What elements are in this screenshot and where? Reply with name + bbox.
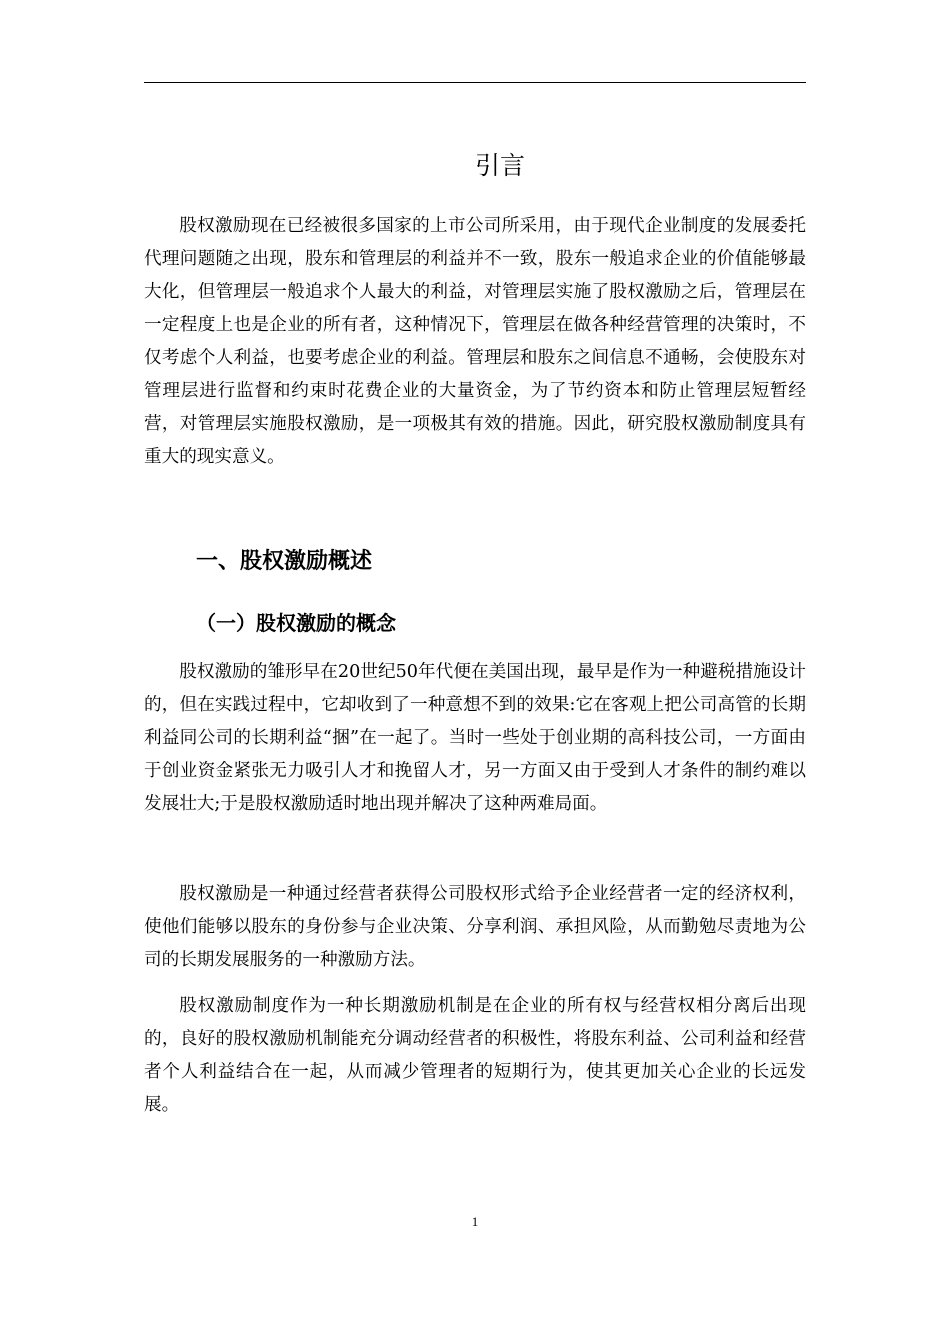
body-paragraph-3: 股权激励制度作为一种长期激励机制是在企业的所有权与经营权相分离后出现的，良好的股权激励机制能充分调动经营者的积极性，将股东利益、公司利益和经营者个人利益结合在一起，从而减少管理者的短期行为，使其更加关心企业的长远发展。 (144, 996, 806, 1115)
page-number: 1 (471, 1214, 479, 1229)
subsection-heading: （一）股权激励的概念 (196, 611, 396, 635)
section-heading: 一、股权激励概述 (196, 549, 373, 574)
intro-paragraph: 股权激励现在已经被很多国家的上市公司所采用，由于现代企业制度的发展委托代理问题随之出现，股东和管理层的利益并不一致，股东一般追求企业的价值能够最大化，但管理层一般追求个人最大的利益，对管理层实施了股权激励之后，管理层在一定程度上也是企业的所有者，这种情况下，管理层在做各种经营管理的决策时，不仅考虑个人利益，也要考虑企业的利益。管理层和股东之间信息不通畅，会使股东对管理层进行监督和约束时花费企业的大量资金，为了节约资本和防止管理层短暂经营，对管理层实施股权激励，是一项极其有效的措施。因此，研究股权激励制度具有重大的现实意义。 (144, 216, 806, 467)
page-title: 引言 (474, 151, 525, 180)
body-paragraph-2: 股权激励是一种通过经营者获得公司股权形式给予企业经营者一定的经济权利，使他们能够以股东的身份参与企业决策、分享利润、承担风险，从而勤勉尽责地为公司的长期发展服务的一种激励方法。 (144, 884, 806, 970)
body-paragraph-1: 股权激励的雏形早在20世纪50年代便在美国出现，最早是作为一种避税措施设计的，但在实践过程中，它却收到了一种意想不到的效果:它在客观上把公司高管的长期利益同公司的长期利益“捆”在一起了。当时一些处于创业期的高科技公司，一方面由于创业资金紧张无力吸引人才和挽留人才，另一方面又由于受到人才条件的制约难以发展壮大;于是股权激励适时地出现并解决了这种两难局面。 (144, 662, 806, 814)
header-rule (144, 82, 806, 83)
